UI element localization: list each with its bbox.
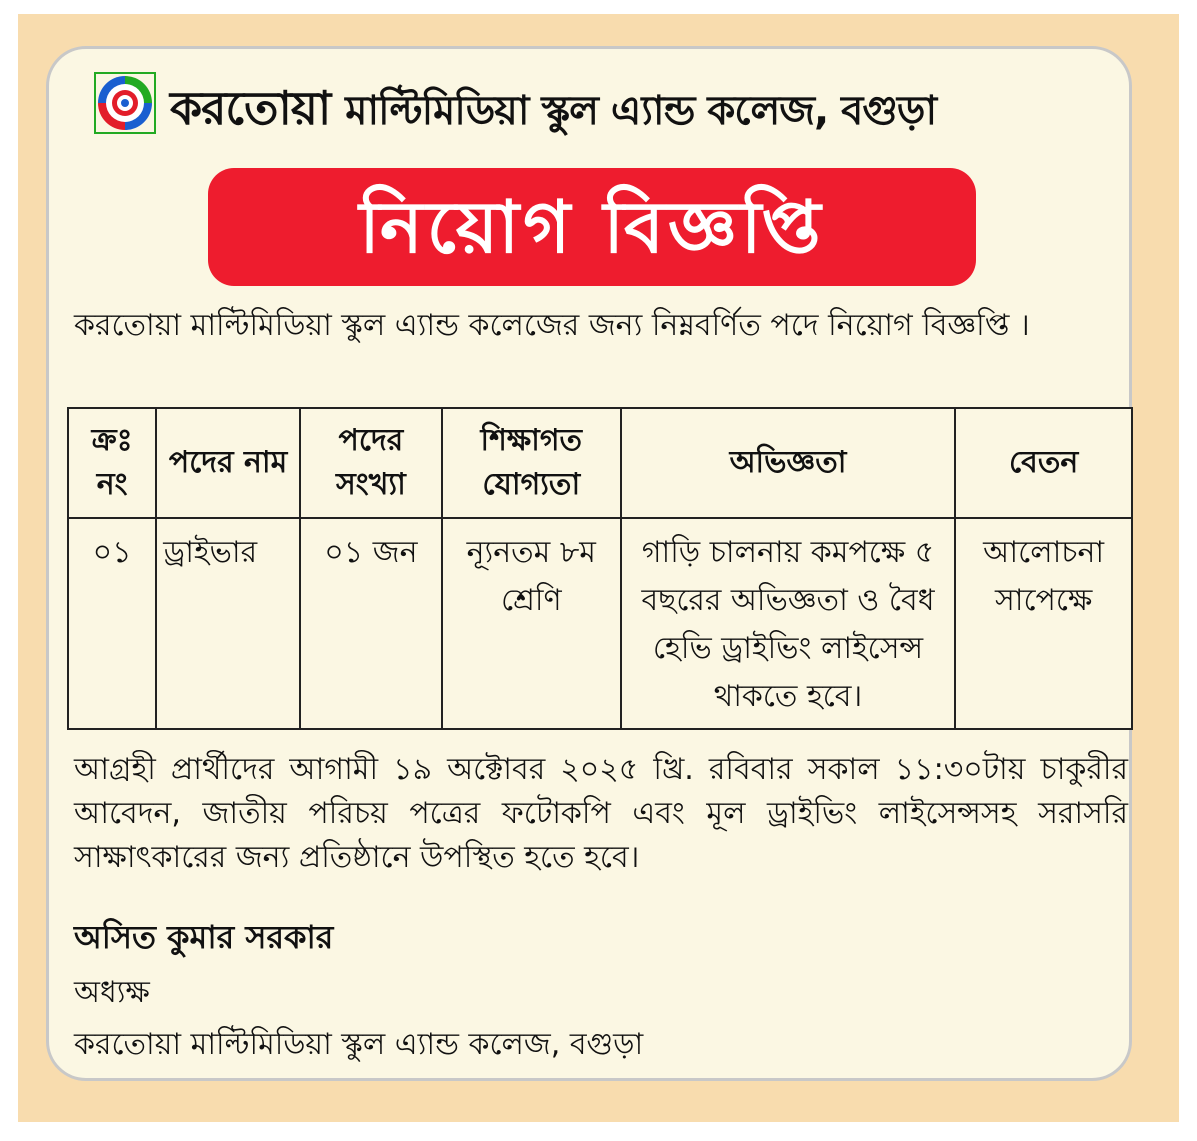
notice-title-banner <box>208 168 976 286</box>
cell-post-name: ড্রাইভার <box>156 518 300 729</box>
institution-name-primary: করতোয়া <box>170 81 331 135</box>
signatory-title: অধ্যক্ষ <box>74 975 150 1010</box>
signatory-institution: করতোয়া মাল্টিমিডিয়া স্কুল এ্যান্ড কলেজ, বগুড়া <box>74 1027 644 1062</box>
institution-name-rest: মাল্টিমিডিয়া স্কুল এ্যান্ড কলেজ, বগুড়া <box>345 88 937 134</box>
cell-post-count: ০১ জন <box>300 518 442 729</box>
institution-header <box>94 70 1114 142</box>
notice-title: নিয়োগ বিজ্ঞপ্তি <box>359 185 825 269</box>
table-header-row <box>68 408 1132 518</box>
header-experience: অভিজ্ঞতা <box>621 408 955 518</box>
cell-experience: গাড়ি চালনায় কমপক্ষে ৫ বছরের অভিজ্ঞতা ও বৈধ হেভি ড্রাইভিং লাইসেন্স থাকতে হবে। <box>621 518 955 729</box>
header-serial: ক্রঃ নং <box>68 408 156 518</box>
cell-serial: ০১ <box>68 518 156 729</box>
instructions-paragraph: আগ্রহী প্রার্থীদের আগামী ১৯ অক্টোবর ২০২৫ খ্রি. রবিবার সকাল ১১:৩০টায় চাকুরীর আবেদন, জাতীয় পরিচয় পত্রের ফটোকপি এবং মূল ড্রাইভিং লাইসেন্সসহ সরাসরি সাক্ষাৎকারের জন্য প্রতিষ্ঠানে উপস্থিত হতে হবে। <box>74 752 1128 875</box>
signatory-name: অসিত কুমার সরকার <box>74 918 334 956</box>
cell-salary: আলোচনা সাপেক্ষে <box>955 518 1132 729</box>
intro-paragraph: করতোয়া মাল্টিমিডিয়া স্কুল এ্যান্ড কলেজের জন্য নিম্নবর্ণিত পদে নিয়োগ বিজ্ঞপ্তি । <box>74 308 1030 343</box>
header-post-name: পদের নাম <box>156 408 300 518</box>
header-education: শিক্ষাগত যোগ্যতা <box>442 408 621 518</box>
header-salary: বেতন <box>955 408 1132 518</box>
concentric-circles-logo-icon <box>94 72 156 134</box>
header-post-count: পদের সংখ্যা <box>300 408 442 518</box>
table-row <box>68 518 1132 729</box>
vacancy-table <box>67 407 1133 730</box>
institution-name <box>170 74 936 150</box>
cell-education: ন্যূনতম ৮ম শ্রেণি <box>442 518 621 729</box>
